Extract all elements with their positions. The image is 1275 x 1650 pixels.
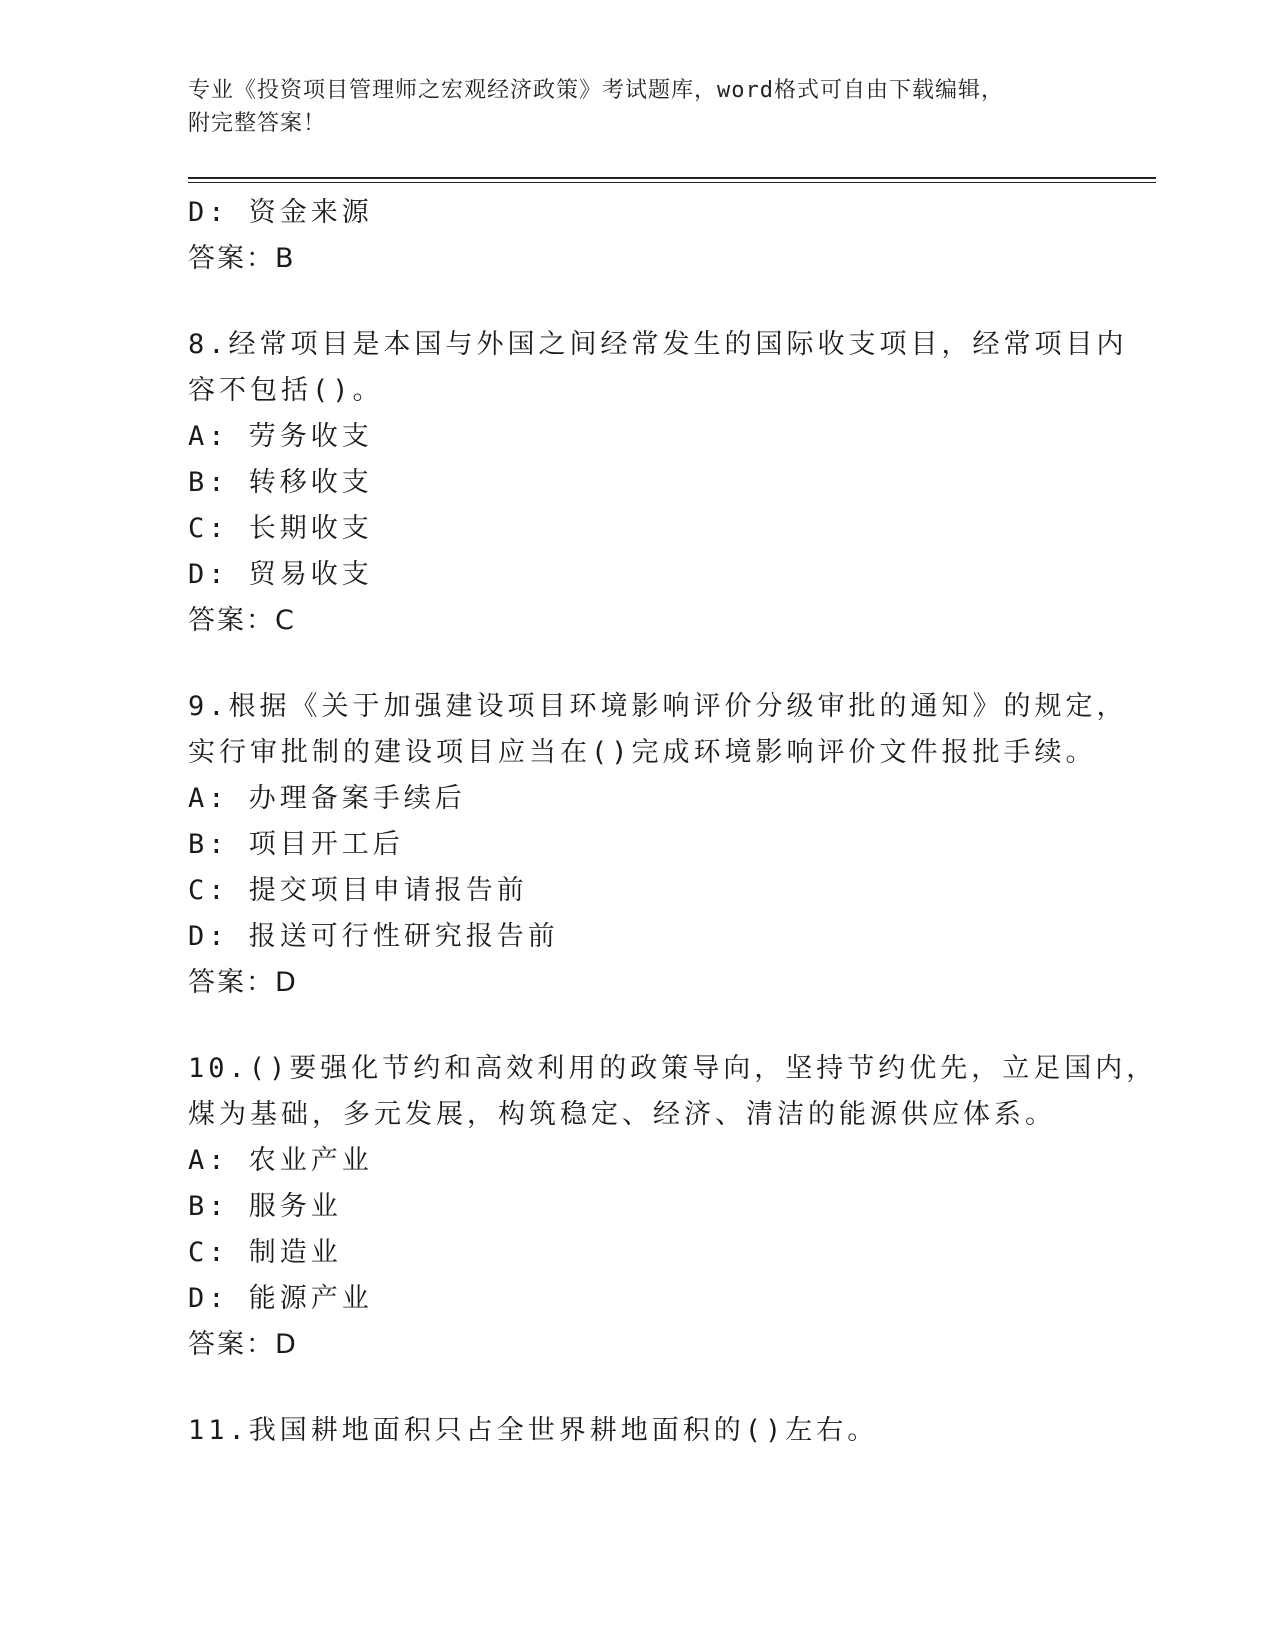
option-b: B: 转移收支 (188, 467, 373, 498)
option-d: D: 资金来源 (188, 197, 373, 228)
option-c: C: 长期收支 (188, 513, 373, 544)
option-a: A: 农业产业 (188, 1145, 373, 1176)
question-10 (188, 1046, 1158, 1368)
option-a: A: 劳务收支 (188, 421, 373, 452)
question-stem-continued: 实行审批制的建设项目应当在()完成环境影响评价文件报批手续。 (188, 737, 1097, 768)
question-stem: 9.根据《关于加强建设项目环境影响评价分级审批的通知》的规定， (188, 691, 1128, 722)
option-a: A: 办理备案手续后 (188, 783, 466, 814)
option-c: C: 制造业 (188, 1237, 342, 1268)
answer: 答案：D (188, 967, 298, 998)
question-11 (188, 1408, 1148, 1454)
question-9 (188, 684, 1148, 1006)
question-stem: 8.经常项目是本国与外国之间经常发生的国际收支项目，经常项目内 (188, 329, 1128, 360)
question-stem: 11.我国耕地面积只占全世界耕地面积的()左右。 (188, 1415, 879, 1446)
previous-question-tail (188, 190, 1148, 282)
document-header (188, 74, 1148, 140)
question-stem: 10.()要强化节约和高效利用的政策导向，坚持节约优先，立足国内， (188, 1053, 1158, 1084)
header-divider-thick (188, 177, 1156, 179)
option-d: D: 贸易收支 (188, 559, 373, 590)
option-d: D: 报送可行性研究报告前 (188, 921, 559, 952)
answer: 答案：B (188, 243, 296, 274)
header-line-1: 专业《投资项目管理师之宏观经济政策》考试题库，word格式可自由下载编辑， (188, 78, 1004, 103)
header-divider-thin (188, 182, 1156, 183)
answer: 答案：D (188, 1329, 298, 1360)
option-b: B: 项目开工后 (188, 829, 404, 860)
question-8 (188, 322, 1148, 644)
option-b: B: 服务业 (188, 1191, 342, 1222)
question-stem-continued: 煤为基础，多元发展，构筑稳定、经济、清洁的能源供应体系。 (188, 1099, 1056, 1130)
answer: 答案：C (188, 605, 296, 636)
option-d: D: 能源产业 (188, 1283, 373, 1314)
question-stem-continued: 容不包括()。 (188, 375, 384, 406)
header-line-2: 附完整答案！ (188, 111, 327, 136)
option-c: C: 提交项目申请报告前 (188, 875, 528, 906)
question-list (188, 190, 1158, 1454)
